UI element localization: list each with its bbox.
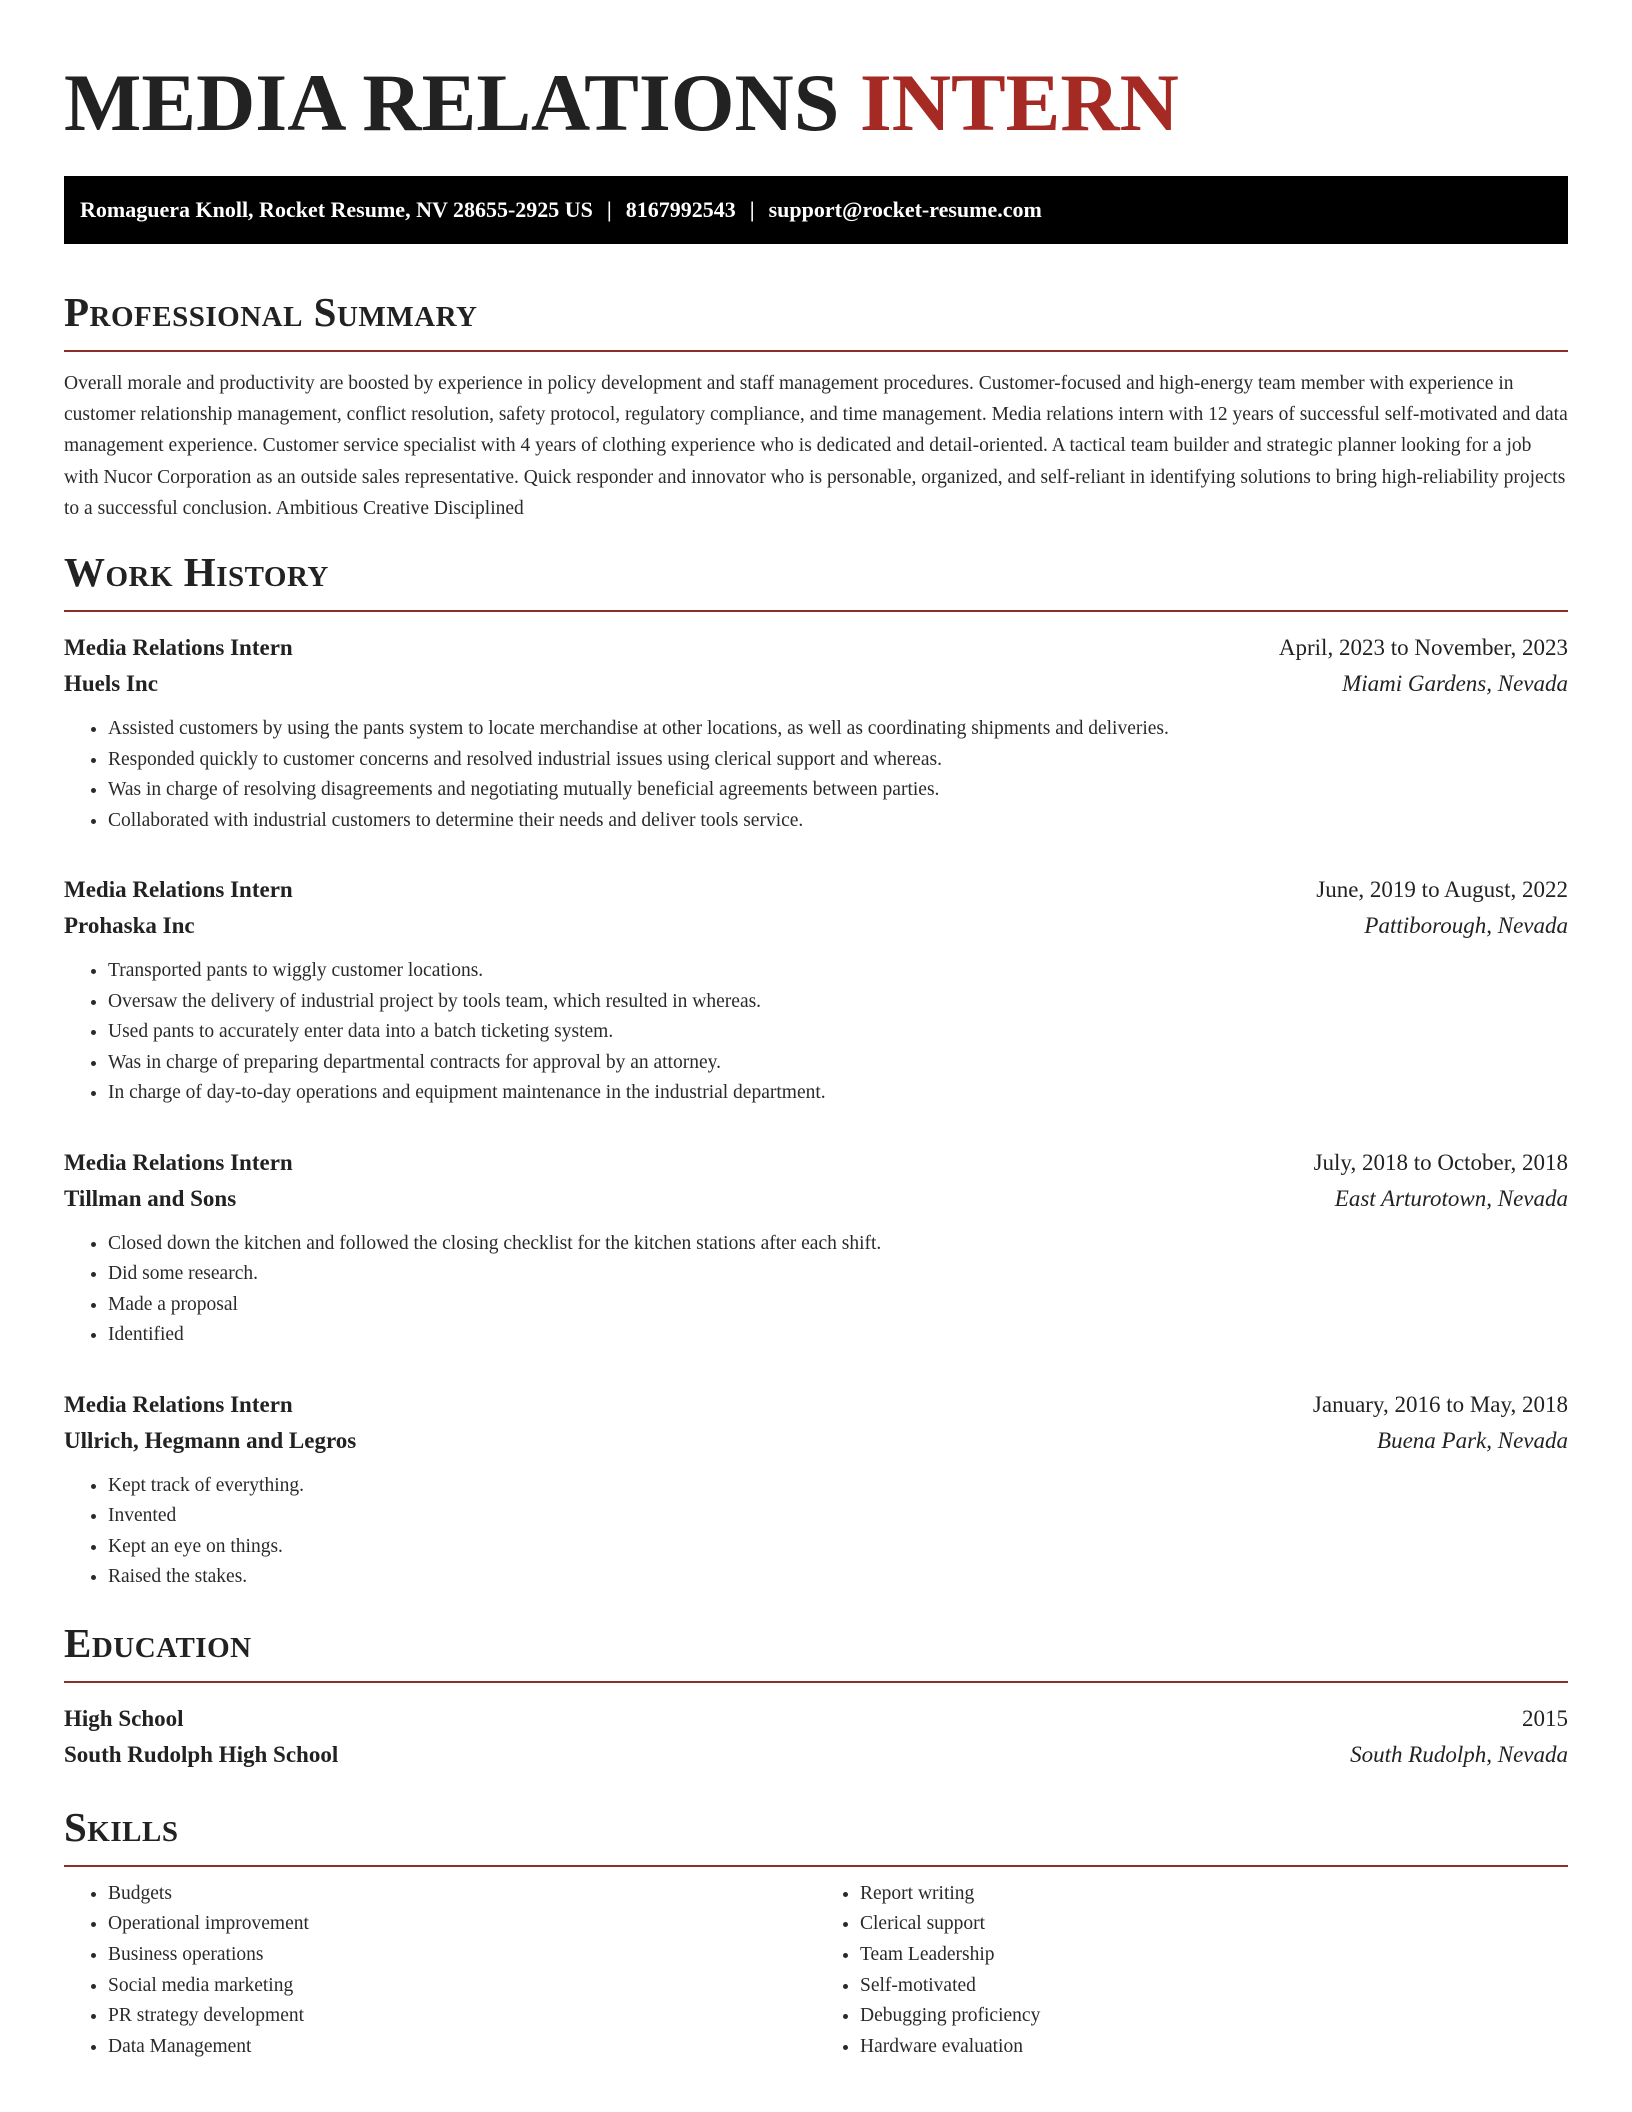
contact-address: Romaguera Knoll, Rocket Resume, NV 28655-2925 US — [80, 197, 593, 222]
job-company: Ullrich, Hegmann and Legros — [64, 1427, 357, 1453]
skills-list-left — [64, 1879, 816, 2063]
job-company: Prohaska Inc — [64, 913, 195, 939]
job-dates: June, 2019 to August, 2022 — [1316, 877, 1568, 903]
job-title: Media Relations Intern — [64, 1149, 293, 1175]
job-bullet: • Did some research. — [108, 1259, 1568, 1290]
job-title: Media Relations Intern — [64, 877, 293, 903]
skill-item: • Social media marketing — [108, 1971, 816, 2002]
education-degree: High School — [64, 1705, 184, 1731]
job-bullet: • Kept track of everything. — [108, 1471, 1568, 1502]
skill-item: • Data Management — [108, 2032, 816, 2063]
job-bullet: • Identified — [108, 1320, 1568, 1351]
title-main: MEDIA RELATIONS — [64, 57, 840, 148]
job-bullet: • Transported pants to wiggly customer locations. — [108, 956, 1568, 987]
job-bullet: • Kept an eye on things. — [108, 1532, 1568, 1563]
skill-item: • Business operations — [108, 1940, 816, 1971]
job-bullet: • Assisted customers by using the pants system to locate merchandise at other locations, as well as coordinating shipments and deliveries. — [108, 714, 1568, 745]
skill-item: • Budgets — [108, 1879, 816, 1910]
job-entry — [64, 1145, 1568, 1351]
job-title: Media Relations Intern — [64, 1391, 293, 1417]
contact-phone: 8167992543 — [625, 197, 736, 222]
job-bullet: • In charge of day-to-day operations and equipment maintenance in the industrial department. — [108, 1078, 1568, 1109]
education-school: South Rudolph High School — [64, 1741, 339, 1767]
job-title: Media Relations Intern — [64, 635, 293, 661]
job-entry — [64, 872, 1568, 1109]
education-location: South Rudolph, Nevada — [1350, 1741, 1568, 1767]
skills-columns — [64, 1879, 1568, 2063]
summary-heading: Professional Summary — [64, 288, 1568, 352]
work-history-heading: Work History — [64, 548, 1568, 612]
summary-text: Overall morale and productivity are boosted by experience in policy development and staff management procedures. Customer-focused and high-energy team member with experience in customer relationship management, conflict resolution, safety protocol, regulatory compliance, and time management. Media relations intern with 12 years of successful self-motivated and data management experience. Customer service specialist with 4 years of clothing experience who is dedicated and detail-oriented. A tactical team builder and strategic planner looking for a job with Nucor Corporation as an outside sales representative. Quick responder and innovator who is personable, organized, and self-reliant in identifying solutions to bring high-reliability projects to a successful conclusion. Ambitious Creative Disciplined — [64, 373, 1568, 519]
skill-item: • Clerical support — [860, 1909, 1568, 1940]
job-bullet: • Closed down the kitchen and followed the closing checklist for the kitchen stations after each shift. — [108, 1229, 1568, 1260]
job-bullet: • Raised the stakes. — [108, 1562, 1568, 1593]
job-entry — [64, 1387, 1568, 1593]
job-bullets — [64, 956, 1568, 1109]
skill-item: • Self-motivated — [860, 1971, 1568, 2002]
job-bullet: • Made a proposal — [108, 1290, 1568, 1321]
job-dates: July, 2018 to October, 2018 — [1313, 1149, 1568, 1175]
skill-item: • Hardware evaluation — [860, 2032, 1568, 2063]
job-dates: April, 2023 to November, 2023 — [1278, 635, 1568, 661]
contact-email: support@rocket-resume.com — [768, 197, 1042, 222]
job-bullet: • Was in charge of preparing departmental contracts for approval by an attorney. — [108, 1048, 1568, 1079]
skill-item: • Team Leadership — [860, 1940, 1568, 1971]
job-bullets — [64, 1229, 1568, 1351]
job-bullets — [64, 1471, 1568, 1593]
skills-heading: Skills — [64, 1803, 1568, 1867]
skill-item: • PR strategy development — [108, 2001, 816, 2032]
job-company: Tillman and Sons — [64, 1185, 237, 1211]
job-entry — [64, 630, 1568, 836]
job-bullet: • Used pants to accurately enter data into a batch ticketing system. — [108, 1017, 1568, 1048]
job-bullet: • Was in charge of resolving disagreements and negotiating mutually beneficial agreements between parties. — [108, 775, 1568, 806]
job-bullet: • Oversaw the delivery of industrial project by tools team, which resulted in whereas. — [108, 987, 1568, 1018]
job-location: Miami Gardens, Nevada — [1342, 671, 1568, 697]
job-location: East Arturotown, Nevada — [1334, 1185, 1568, 1211]
contact-separator: | — [749, 197, 755, 222]
job-dates: January, 2016 to May, 2018 — [1312, 1391, 1568, 1417]
title-accent: INTERN — [859, 57, 1179, 148]
skill-item: • Debugging proficiency — [860, 2001, 1568, 2032]
job-bullet: • Responded quickly to customer concerns and resolved industrial issues using clerical support and whereas. — [108, 745, 1568, 776]
job-bullet: • Collaborated with industrial customers to determine their needs and deliver tools service. — [108, 806, 1568, 837]
contact-separator: | — [606, 197, 612, 222]
job-company: Huels Inc — [64, 671, 158, 697]
skill-item: • Report writing — [860, 1879, 1568, 1910]
education-entry — [64, 1701, 1568, 1773]
job-bullets — [64, 714, 1568, 836]
skills-list-right — [816, 1879, 1568, 2063]
job-bullet: • Invented — [108, 1501, 1568, 1532]
job-location: Pattiborough, Nevada — [1364, 913, 1568, 939]
resume-title — [64, 0, 1568, 150]
contact-bar — [64, 176, 1568, 244]
skill-item: • Operational improvement — [108, 1909, 816, 1940]
job-location: Buena Park, Nevada — [1377, 1427, 1568, 1453]
work-history-list — [64, 630, 1568, 1593]
education-heading: Education — [64, 1619, 1568, 1683]
education-year: 2015 — [1522, 1705, 1568, 1731]
